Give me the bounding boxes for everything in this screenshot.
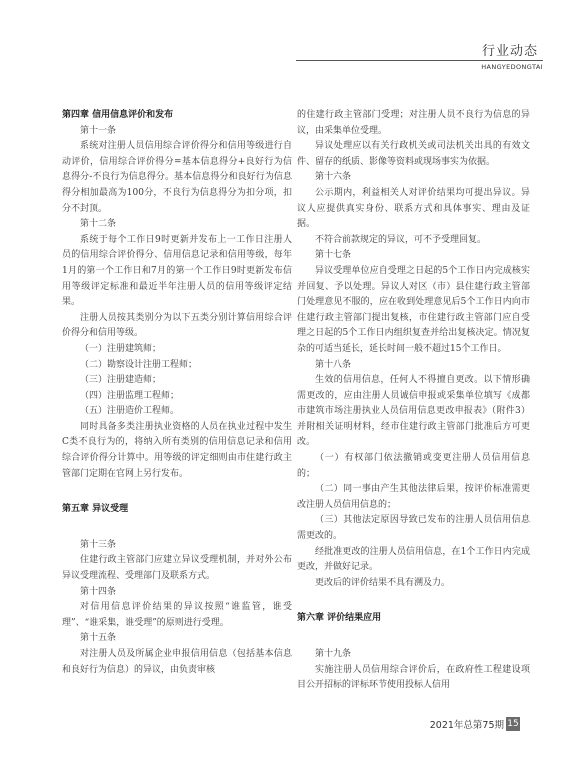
paragraph: 生效的信用信息，任何人不得擅自更改。以下情形确需更改的，应由注册人员诚信申报或采集单位填写《成都市建筑市场注册执业人员信用信息更改申报表》（附件3）并附相关证明材料，经市住建行政主管部门批准后方可更改。 xyxy=(297,375,530,448)
paragraph: 异议受理单位应自受理之日起的5个工作日内完成核实并回复、予以处理。异议人对区（市）县住建行政主管部门处理意见不服的，应在收到处理意见后5个工作日内向市住建行政主管部门提出复核，市住建行政主管部门应自受理之日起的5个工作日内组织复查并给出复核决定。情况复杂的可适当延长，延长时间一般不超过15个工作日。 xyxy=(297,265,530,354)
paragraph: （一）有权部门依法撤销或变更注册人员信用信息的； xyxy=(297,453,530,479)
paragraph: 系统对注册人员信用综合评价得分和信用等级进行自动评价，信用综合评价得分=基本信息得分+良好行为信息得分-不良行为信息得分。基本信息得分和良好行为信息得分相加最高为100分，不良行为信息得分为扣分项，扣分不封顶。 xyxy=(62,141,292,214)
paragraph: （一）注册建筑师； xyxy=(80,343,162,354)
article-number: 第十三条 xyxy=(80,539,117,550)
paragraph: 同时具备多类注册执业资格的人员在执业过程中发生C类不良行为的，将纳入所有类别的信用信息记录和信用综合评价得分计算中。用等级的评定细则由市住建行政主管部门定期在官网上另行发布。 xyxy=(62,421,292,479)
right-column xyxy=(297,108,530,694)
paragraph: 公示期内，利益相关人对评价结果均可提出异议。异议人应提供真实身份、联系方式和具体事实、理由及证据。 xyxy=(297,187,530,230)
paragraph: 住建行政主管部门应建立异议受理机制，并对外公布异议受理流程、受理部门及联系方式。 xyxy=(62,555,292,582)
article-number: 第十八条 xyxy=(315,359,352,370)
article-number: 第十七条 xyxy=(315,250,352,261)
article-number: 第十四条 xyxy=(80,586,117,597)
paragraph: （五）注册造价工程师。 xyxy=(80,406,180,417)
section-subtitle: HANGYEDONGTAI xyxy=(481,63,543,71)
section-gap xyxy=(297,591,530,611)
article-number: 第十二条 xyxy=(80,219,117,230)
header-rule xyxy=(296,60,543,61)
chapter-heading: 第四章 信用信息评价和发布 xyxy=(62,110,174,120)
page-number: 15 xyxy=(507,719,519,729)
paragraph: 对注册人员及所属企业申报信用信息（包括基本信息和良好行为信息）的异议，由负责审核 xyxy=(62,649,292,675)
issue-label: 2021年总第75期 xyxy=(429,720,504,731)
paragraph: （三）其他法定原因导致已发布的注册人员信用信息需更改的。 xyxy=(297,515,530,542)
paragraph: 系统于每个工作日9时更新并发布上一工作日注册人员的信用综合评价得分、信用信息记录和信用等级，每年1月的第一个工作日和7月的第一个工作日9时更新发布信用等级评定标准和最近半年注册人员的信用等级评定结果。 xyxy=(62,234,292,308)
section-title: 行业动态 xyxy=(481,44,538,59)
paragraph: 更改后的评价结果不具有溯及力。 xyxy=(315,577,451,588)
paragraph: 实施注册人员信用综合评价后，在政府性工程建设项目公开招标的评标环节使用投标人信用 xyxy=(297,664,530,691)
left-column xyxy=(62,108,292,678)
article-number: 第十六条 xyxy=(315,172,352,183)
paragraph: （四）注册监理工程师； xyxy=(80,390,180,401)
paragraph: 对信用信息评价结果的异议按照“谁监管，谁受理”、“谁采集，谁受理”的原则进行受理。 xyxy=(62,602,292,628)
paragraph: 经批准更改的注册人员信用信息，在1个工作日内完成更改，并做好记录。 xyxy=(297,546,530,573)
paragraph: （二）同一事由产生其他法律后果，按评价标准需更改注册人员信用信息的； xyxy=(297,484,530,510)
section-gap xyxy=(62,482,292,502)
paragraph: 的住建行政主管部门受理；对注册人员不良行为信息的异议，由采集单位受理。 xyxy=(297,110,530,136)
article-number: 第十一条 xyxy=(80,125,117,136)
paragraph: 不符合前款规定的异议，可不予受理回复。 xyxy=(315,234,487,245)
section-gap xyxy=(297,627,530,647)
paragraph: （三）注册建造师； xyxy=(80,375,162,386)
chapter-heading: 第五章 异议受理 xyxy=(62,504,129,515)
paragraph: （二）勘察设计注册工程师； xyxy=(80,359,198,370)
section-gap xyxy=(62,518,292,538)
paragraph: 异议处理应以有关行政机关或司法机关出具的有效文件、留存的纸质、影像等资料或现场事实为依据。 xyxy=(297,141,530,167)
paragraph: 注册人员按其类别分为以下五类分别计算信用综合评价得分和信用等级。 xyxy=(62,312,292,339)
article-number: 第十五条 xyxy=(80,633,117,644)
article-number: 第十九条 xyxy=(315,649,352,659)
page-header xyxy=(0,0,565,71)
chapter-heading: 第六章 评价结果应用 xyxy=(297,613,382,624)
